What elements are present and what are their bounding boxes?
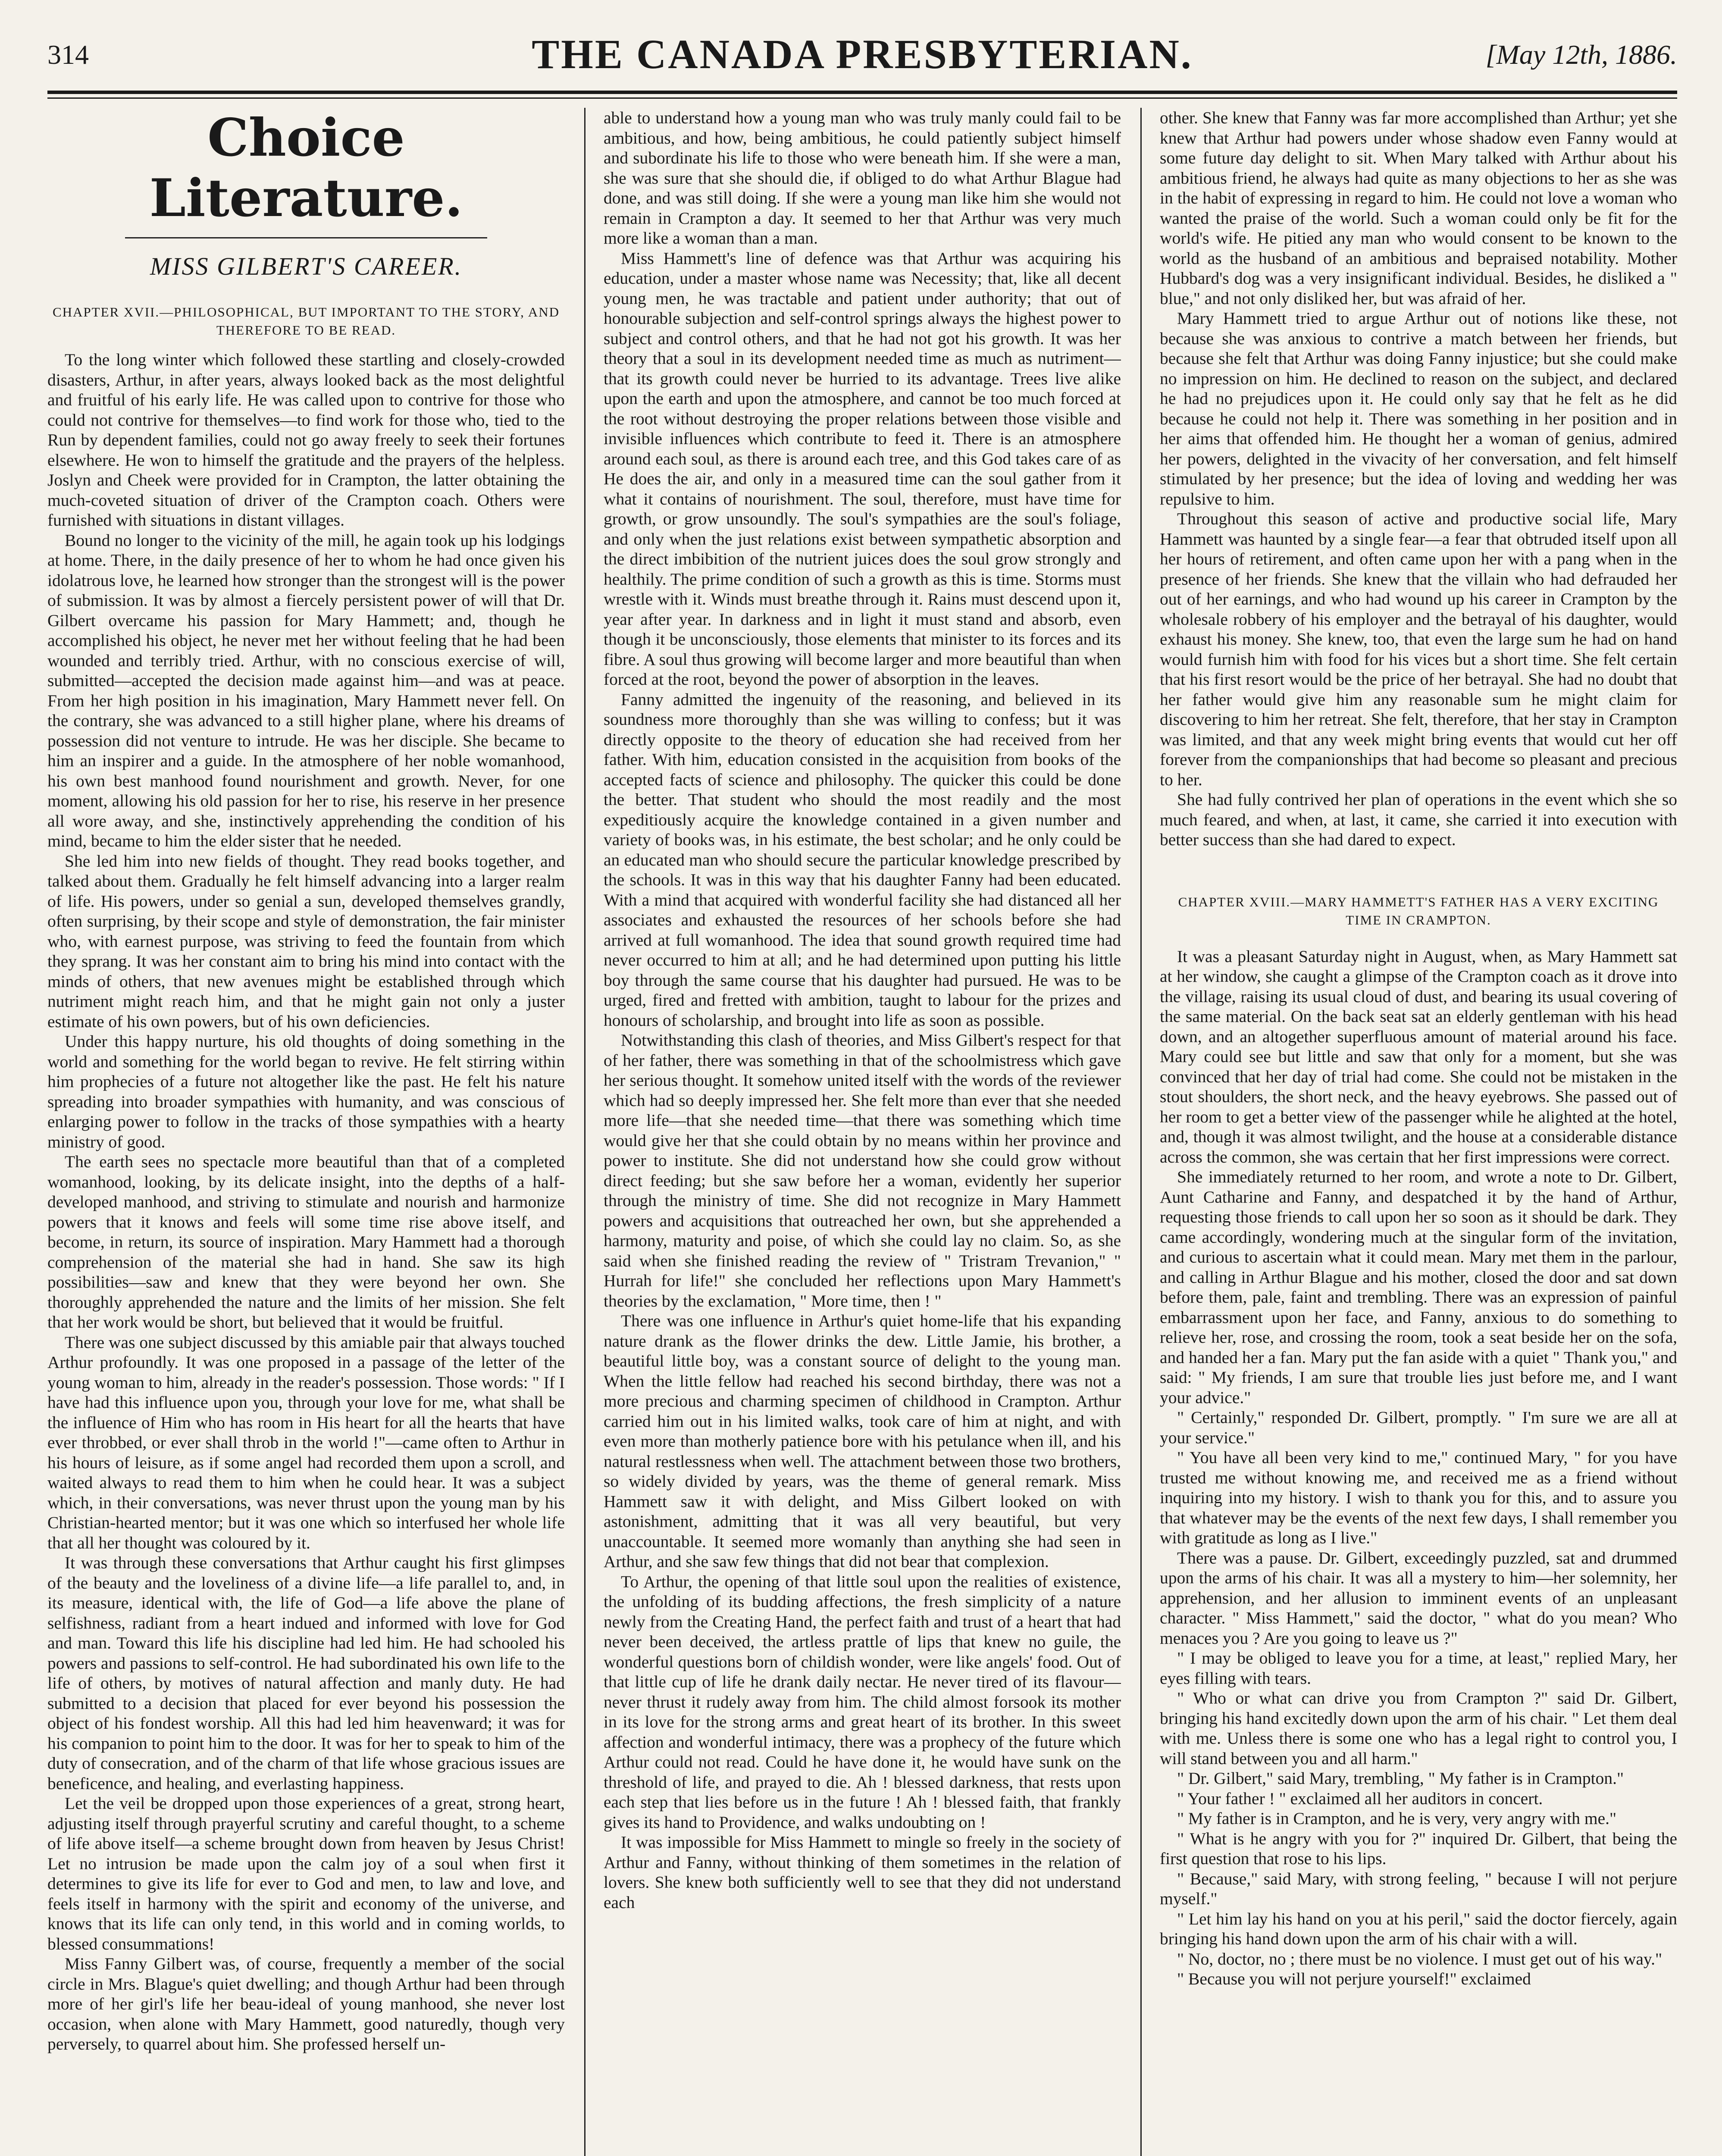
newspaper-title: THE CANADA PRESBYTERIAN. [532, 31, 1193, 77]
page-number: 314 [47, 39, 89, 70]
paragraph: " Let him lay his hand on you at his peril," said the doctor fiercely, again bringing his hand down upon the arm of his chair with a will. [1160, 1909, 1677, 1948]
paragraph: To Arthur, the opening of that little soul upon the realities of existence, the unfolding of its budding affections, the fresh simplicity of a nature newly from the Creating Hand, the perfect faith and trust of a heart that had never been deceived, the artless prattle of lips that knew no guile, the wonderful questions born of childish wonder, were like angels' food. Out of that little cup of life he drank daily nectar. He never tired of its flavour—never thrust it rudely away from him. The child almost forsook its mother in its love for the strong arms and great heart of its brother. In this sweet affection and wonderful intimacy, there was a prophecy of the future which Arthur could not read. Could he have done it, he would have sunk on the threshold of life, and prayed to die. Ah ! blessed darkness, that rests upon each step that lies before us in the future ! Ah ! blessed faith, that frankly gives its hand to Providence, and walks undoubting on ! [604, 1572, 1121, 1832]
paragraph: Under this happy nurture, his old thoughts of doing something in the world and something for the world began to revive. He felt stirring within him prophecies of a future not altogether like the past. He felt his nature spreading into broader sympathies with humanity, and was conscious of enlarging power to follow in the tracks of those sympathies with a hearty ministry of good. [47, 1032, 565, 1151]
paragraph: Fanny admitted the ingenuity of the reasoning, and believed in its soundness more thoroughly than she was willing to confess; but it was directly opposite to the theory of education she had received from her father. With him, education consisted in the acquisition from books of the accepted facts of science and philosophy. The quicker this could be done the better. That student who should the most readily and the most expeditiously acquire the knowledge contained in a given number and variety of books was, in his estimate, the best scholar; and he only could be an educated man who should secure the particular knowledge prescribed by the schools. It was in this way that his daughter Fanny had been educated. With a mind that acquired with wonderful facility she had distanced all her associates and exhausted the resources of her schools before she had arrived at full womanhood. The idea that sound growth required time had never occurred to him at all; and he had determined upon putting his little boy through the same course that his daughter had pursued. He was to be urged, fired and fretted with ambition, taught to labour for the prizes and honours of scholarship, and brought into life as soon as possible. [604, 689, 1121, 1030]
column-2-body [604, 108, 1121, 1912]
paragraph: It was through these conversations that Arthur caught his first glimpses of the beauty and the loveliness of a divine life—a life parallel to, and, in its measure, identical with, the life of God—a life above the plane of selfishness, radiant from a heart indued and informed with love for God and man. Toward this life his discipline had led him. He had schooled his powers and passions to self-control. He had subordinated his own life to the life of others, by motives of natural affection and manly duty. He had submitted to a decision that placed for ever beyond his possession the object of his fondest worship. All this had led him heavenward; it was for his companion to point him to the door. It was for her to speak to him of the duty of consecration, and of the charm of that life whose gracious issues are beneficence, and healing, and everlasting happiness. [47, 1553, 565, 1793]
paragraph: Miss Fanny Gilbert was, of course, frequently a member of the social circle in Mrs. Blague's quiet dwelling; and though Arthur had been through more of her girl's life her beau-ideal of young manhood, she never lost occasion, when alone with Mary Hammett, good naturedly, though very perversely, to quarrel about him. She professed herself un- [47, 1954, 565, 2053]
issue-date: [May 12th, 1886. [1485, 39, 1677, 70]
column-divider-2 [1140, 108, 1142, 2156]
paragraph: " Who or what can drive you from Crampton ?" said Dr. Gilbert, bringing his hand excitedly down upon the arm of his chair. " Let them deal with me. Unless there is some one who has a legal right to control you, I will stand between you and all harm." [1160, 1689, 1677, 1768]
paragraph: She had fully contrived her plan of operations in the event which she so much feared, and when, at last, it came, she carried it into execution with better success than she had dared to expect. [1160, 790, 1677, 849]
paragraph: The earth sees no spectacle more beautiful than that of a completed womanhood, looking, by its delicate insight, into the depths of a half-developed manhood, and striving to stimulate and nourish and harmonize powers that it knows and feels will some time rise above itself, and become, in return, its source of inspiration. Mary Hammett had a thorough comprehension of the material she had in hand. She saw its high possibilities—saw and knew that they were beyond her own. She thoroughly apprehended the nature and the limits of her mission. She felt that her work would be short, but believed that it would be fruitful. [47, 1152, 565, 1332]
paragraph: It was a pleasant Saturday night in August, when, as Mary Hammett sat at her window, she caught a glimpse of the Crampton coach as it drove into the village, raising its usual cloud of dust, and bearing its usual covering of the same material. On the back seat sat an elderly gentleman with his head down, and an altogether superfluous amount of material around his face. Mary could see but little and saw that only for a moment, but she was convinced that her day of trial had come. She could not be mistaken in the stout shoulders, the short neck, and the heavy eyebrows. She passed out of her room to get a better view of the passenger while he alighted at the hotel, and, though it was almost twilight, and the house at a considerable distance across the common, she was certain that her first impressions were correct. [1160, 946, 1677, 1166]
paragraph: " Because," said Mary, with strong feeling, " because I will not perjure myself." [1160, 1869, 1677, 1908]
paragraph: There was one subject discussed by this amiable pair that always touched Arthur profoundly. It was one proposed in a passage of the letter of the young woman to him, already in the reader's possession. Those words: " If I have had this influence upon you, through your love for me, what shall be the influence of Him who has room in His heart for all the hearts that have ever throbbed, or ever shall throb in the world !"—came often to Arthur in his hours of leisure, as if some angel had recorded them upon a scroll, and waited always to read them to him when he could hear. It was a subject which, in their conversations, was never thrust upon the young man by his Christian-hearted mentor; but it was one which so interfused her whole life that all her thought was coloured by it. [47, 1332, 565, 1552]
column-1 [47, 108, 565, 2156]
column-3 [1160, 108, 1677, 2156]
paragraph: It was impossible for Miss Hammett to mingle so freely in the society of Arthur and Fanny, without thinking of them sometimes in the relation of lovers. She knew both sufficiently well to see that they did not understand each [604, 1833, 1121, 1912]
masthead [47, 26, 1677, 91]
paragraph: Mary Hammett tried to argue Arthur out of notions like these, not because she was anxious to contrive a match between her friends, but because she felt that Arthur was doing Fanny injustice; but she could make no impression on him. He declined to reason on the subject, and declared he had no prejudices upon it. He could only say that he felt as he did because he could not help it. There was something in her position and in her aims that offended him. He thought her a woman of genius, admired her powers, delighted in the vivacity of her conversation, and felt himself stimulated by her presence; but the idea of loving and wedding her was repulsive to him. [1160, 309, 1677, 508]
column-2 [604, 108, 1121, 2156]
masthead-rule-thin [47, 97, 1677, 99]
paragraph: She immediately returned to her room, and wrote a note to Dr. Gilbert, Aunt Catharine and Fanny, and despatched it by the hand of Arthur, requesting those friends to call upon her so soon as it should be dark. They came accordingly, wondering much at the singular form of the invitation, and curious to ascertain what it could mean. Mary met them in the parlour, and calling in Arthur Blague and his mother, closed the door and sat down before them, pale, faint and trembling. There was an expression of painful embarrassment upon her face, and Fanny, anxious to do something to relieve her, rose, and crossing the room, took a seat beside her on the sofa, and handed her a fan. Mary put the fan aside with a quiet " Thank you," and said: " My friends, I am sure that trouble lies just before me, and I want your advice." [1160, 1167, 1677, 1407]
paragraph: Miss Hammett's line of defence was that Arthur was acquiring his education, under a master whose name was Necessity; that, like all decent young men, he was tractable and patient under authority; that out of honourable subjection and self-control springs always the highest power to subject and control others, and that he had not got his growth. It was her theory that a soul in its development needed time as much as nutriment—that its growth could never be hurried to its advantage. Trees live alike upon the earth and upon the atmosphere, and cannot be too much forced at the root without destroying the proper relations between those visible and invisible influences which contribute to feed it. There is an atmosphere around each soul, as there is around each tree, and this God takes care of as He does the air, and only in a measured time can the soul gather from it what it contains of nourishment. The soul, therefore, must have time for growth, or grow unsoundly. The soul's sympathies are the soul's foliage, and only when the just relations exist between sympathetic absorption and the direct imbibition of the nutrient juices does the soul grow strongly and healthily. The prime condition of such a growth as this is time. Storms must wrestle with it. Winds must breathe through it. Rains must descend upon it, year after year. In darkness and in light it must stand and absorb, even though it be unconsciously, those elements that minister to its forces and its fibre. A soul thus growing will become larger and more beautiful than when forced at the root, beyond the power of absorption in the leaves. [604, 248, 1121, 689]
paragraph: " Because you will not perjure yourself!" exclaimed [1177, 1969, 1531, 1988]
paragraph: " Certainly," responded Dr. Gilbert, promptly. " I'm sure we are all at your service." [1160, 1408, 1677, 1447]
story-title: MISS GILBERT'S CAREER. [150, 252, 463, 280]
paragraph: Throughout this season of active and productive social life, Mary Hammett was haunted by a single fear—a fear that obtruded itself upon all her hours of retirement, and often came upon her with a pang when in the presence of her friends. She knew that the villain who had defrauded her out of her earnings, and who had wound up his career in Crampton by the wholesale robbery of his employer and the betrayal of his daughter, would exhaust his money. She knew, too, that even the large sum he had on hand would furnish him with food for his vices but a short time. She felt certain that his first resort would be the price of her betrayal. She had no doubt that her father would give him any reasonable sum he might claim for discovering to him her retreat. She felt, therefore, that her stay in Crampton was limited, and that any week might bring events that would cut her off forever from the companionships that had become so pleasant and precious to her. [1160, 509, 1677, 789]
paragraph: She led him into new fields of thought. They read books together, and talked about them. Gradually he felt himself advancing into a larger realm of life. His powers, under so genial a sun, developed themselves grandly, often surprising, by their scope and style of demonstration, the fair minister who, with earnest purpose, was striving to feed the fountain from which they sprang. It was her constant aim to bring his mind into contact with the minds of others, that new avenues might be established through which nutriment might reach him, and that he might gain not only a juster estimate of his own powers, but of his own deficiencies. [47, 851, 565, 1031]
paragraph: " My father is in Crampton, and he is very, very angry with me." [1177, 1809, 1617, 1828]
paragraph: Notwithstanding this clash of theories, and Miss Gilbert's respect for that of her father, there was something in that of the schoolmistress which gave her serious thought. It somehow united itself with the words of the reviewer which had so deeply impressed her. She felt more than ever that she needed more life—that she needed time—that there was something which time would give her that she could obtain by no means within her province and power to institute. She did not understand how she could grow without direct feeding; but she saw before her a woman, evidently her superior through the ministry of time. She did not recognize in Mary Hammett powers and acquisitions that outreached her own, but she apprehended a harmony, maturity and poise, of which she could lay no claim. So, as she said when she finished reading the review of " Tristram Trevanion," " Hurrah for life!" she concluded her reflections upon Mary Hammett's theories by the exclamation, " More time, then ! " [604, 1031, 1121, 1310]
paragraph: Bound no longer to the vicinity of the mill, he again took up his lodgings at home. There, in the daily presence of her to whom he had once given his idolatrous love, he learned how stronger than the strongest will is the power of submission. It was by almost a fiercely persistent power of will that Dr. Gilbert overcame his passion for Mary Hammett; and, though he accomplished his object, he never met her without feeling that he had been wounded and terribly tried. Arthur, with no conscious exercise of will, submitted—accepted the decision made against him—and was at peace. From her high position in his imagination, Mary Hammett never fell. On the contrary, she was advanced to a still higher plane, where his dreams of possession did not venture to intrude. He was her disciple. She became to him an inspirer and a guide. In the atmosphere of her noble womanhood, his own best manhood found nourishment and growth. Never, for one moment, allowing his old passion for her to rise, his reserve in her presence all wore away, and she, instinctively apprehending the condition of his mind, became to him the elder sister that he needed. [47, 530, 565, 850]
chapter-18-heading: CHAPTER XVIII.—MARY HAMMETT'S FATHER HAS A VERY EXCITING TIME IN CRAMPTON. [1178, 894, 1659, 928]
paragraph: " I may be obliged to leave you for a time, at least," replied Mary, her eyes filling with tears. [1160, 1648, 1677, 1688]
column-1-body [47, 350, 565, 2054]
paragraph: " No, doctor, no ; there must be no violence. I must get out of his way." [1177, 1949, 1663, 1968]
chapter-17-heading: CHAPTER XVII.—PHILOSOPHICAL, BUT IMPORTANT TO THE STORY, AND THEREFORE TO BE READ. [52, 304, 560, 338]
masthead-rule-thick [47, 91, 1677, 94]
section-title: Choice Literature. [149, 108, 463, 229]
paragraph: Let the veil be dropped upon those experiences of a great, strong heart, adjusting itself through prayerful scrutiny and careful thought, to a scheme of life above itself—a scheme brought down from heaven by Jesus Christ! Let no intrusion be made upon the calm joy of a soul when first it determines to give its life for ever to God and men, to law and love, and feels itself in harmony with the spirit and economy of the universe, and knows that its life can only tend, in this world and in coming worlds, to blessed consummations! [47, 1794, 565, 1953]
paragraph: other. She knew that Fanny was far more accomplished than Arthur; yet she knew that Arthur had powers under whose shadow even Fanny would at some future day delight to sit. When Mary talked with Arthur about his ambitious friend, he always had quite as many objections to her as she was in the habit of expressing in regard to him. He could not love a woman who wanted the praise of the world. Such a woman could only be fit for the world's wife. He pitied any man who would consent to be known to the world as the husband of an ambitious and bepraised notability. Mother Hubbard's dog was a very insignificant individual. Besides, he disliked a " blue," and not only disliked her, but was afraid of her. [1160, 108, 1677, 308]
paragraph: To the long winter which followed these startling and closely-crowded disasters, Arthur, in after years, always looked back as the most delightful and fruitful of his early life. He was called upon to contrive for those who could not contrive for themselves—to find work for those who, tied to the Run by dependent families, could not go away freely to seek their fortunes elsewhere. He won to himself the gratitude and the prayers of the helpless. Joslyn and Cheek were provided for in Crampton, the latter obtaining the much-coveted situation of driver of the Crampton coach. Others were furnished with situations in distant villages. [47, 350, 565, 530]
paragraph: " You have all been very kind to me," continued Mary, " for you have trusted me without knowing me, and received me as a friend without inquiring into my history. I wish to thank you for this, and to assure you that whatever may be the events of the next few days, I shall remember you with gratitude as long as I live." [1160, 1448, 1677, 1547]
column-3-body-bottom [1160, 946, 1677, 1989]
column-3-body-top [1160, 108, 1677, 850]
paragraph: " Your father ! " exclaimed all her auditors in concert. [1177, 1789, 1543, 1808]
paragraph: There was one influence in Arthur's quiet home-life that his expanding nature drank as the flower drinks the dew. Little Jamie, his brother, a beautiful little boy, was a constant source of delight to the young man. When the little fellow had reached his second birthday, there was not a more precious and charming specimen of childhood in Crampton. Arthur carried him out in his limited walks, took care of him at night, and with even more than motherly patience bore with his petulance when ill, and his natural restlessness when well. The attachment between those two brothers, so widely divided by years, was the theme of general remark. Miss Hammett saw it with delight, and Miss Gilbert looked on with astonishment, admitting that it was all very beautiful, but very unaccountable. It seemed more womanly than anything she had seen in Arthur, and she saw few things that did not bear that complexion. [604, 1311, 1121, 1571]
paragraph: " What is he angry with you for ?" inquired Dr. Gilbert, that being the first question that rose to his lips. [1160, 1829, 1677, 1868]
section-rule [125, 237, 487, 238]
column-divider-1 [584, 108, 585, 2156]
paragraph: able to understand how a young man who was truly manly could fail to be ambitious, and how, being ambitious, he could patiently subject himself and subordinate his life to those who were beneath him. If she were a man, she was sure that she should die, if obliged to do what Arthur Blague had done, and was still doing. If she were a young man like him she would not remain in Crampton a day. It seemed to her that Arthur was very much more like a woman than a man. [604, 108, 1121, 248]
paragraph: There was a pause. Dr. Gilbert, exceedingly puzzled, sat and drummed upon the arms of his chair. It was all a mystery to him—her solemnity, her apprehension, and her allusion to imminent events of an unpleasant character. " Miss Hammett," said the doctor, " what do you mean? Who menaces you ? Are you going to leave us ?" [1160, 1548, 1677, 1648]
paragraph: " Dr. Gilbert," said Mary, trembling, " My father is in Crampton." [1177, 1769, 1624, 1788]
